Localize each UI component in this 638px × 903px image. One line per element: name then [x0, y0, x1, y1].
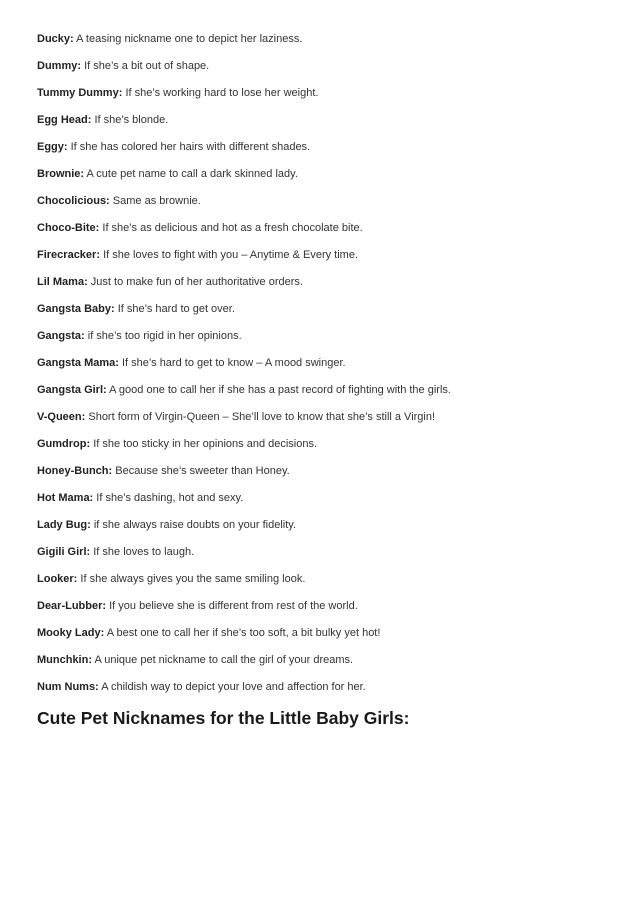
nickname-description: If you believe she is different from rest of the world.: [109, 600, 358, 612]
nickname-term: Looker:: [37, 573, 78, 585]
nickname-term: Gangsta Baby:: [37, 303, 115, 315]
nickname-entry: [37, 111, 607, 138]
nickname-description: If she too sticky in her opinions and decisions.: [93, 438, 318, 450]
nickname-term: Egg Head:: [37, 114, 92, 126]
nickname-entry: [37, 354, 607, 381]
nickname-description: If she’s as delicious and hot as a fresh chocolate bite.: [102, 222, 363, 234]
nickname-entry: [37, 327, 607, 354]
nickname-term: Ducky:: [37, 33, 74, 45]
nickname-term: Dear-Lubber:: [37, 600, 107, 612]
nickname-entry: [37, 192, 607, 219]
nickname-description: If she always gives you the same smiling look.: [80, 573, 306, 585]
nickname-entry: [37, 273, 607, 300]
nickname-entry: [37, 381, 607, 408]
nickname-description: A good one to call her if she has a past record of fighting with the girls.: [109, 384, 451, 396]
nickname-description: If she’s hard to get over.: [117, 303, 235, 315]
nickname-description: A best one to call her if she’s too soft, a bit bulky yet hot!: [106, 627, 381, 639]
nickname-description: Same as brownie.: [112, 195, 201, 207]
nickname-description: Just to make fun of her authoritative orders.: [90, 276, 303, 288]
nickname-description: If she’s hard to get to know – A mood swinger.: [121, 357, 346, 369]
nickname-entry: [37, 57, 607, 84]
nickname-description: If she’s dashing, hot and sexy.: [96, 492, 244, 504]
nickname-term: Dummy:: [37, 60, 82, 72]
nickname-term: Gangsta Mama:: [37, 357, 119, 369]
nickname-entry: [37, 462, 607, 489]
nickname-entry: [37, 543, 607, 570]
nickname-entry: [37, 300, 607, 327]
nickname-description: if she’s too rigid in her opinions.: [87, 330, 242, 342]
nickname-term: Hot Mama:: [37, 492, 94, 504]
nickname-description: A cute pet name to call a dark skinned lady.: [86, 168, 298, 180]
section-heading: Cute Pet Nicknames for the Little Baby Girls:: [37, 708, 410, 728]
nickname-entry: [37, 570, 607, 597]
nickname-entry: [37, 408, 607, 435]
nickname-entry: [37, 435, 607, 462]
nickname-description: If she has colored her hairs with different shades.: [70, 141, 311, 153]
nickname-description: If she loves to laugh.: [93, 546, 195, 558]
nickname-description: If she’s a bit out of shape.: [84, 60, 210, 72]
nickname-term: Munchkin:: [37, 654, 92, 666]
nickname-term: Firecracker:: [37, 249, 100, 261]
nickname-description: if she always raise doubts on your fidelity.: [93, 519, 297, 531]
nickname-list: [37, 30, 607, 705]
nickname-entry: [37, 84, 607, 111]
nickname-term: Choco-Bite:: [37, 222, 100, 234]
nickname-entry: [37, 597, 607, 624]
nickname-description: A childish way to depict your love and affection for her.: [101, 681, 366, 693]
nickname-term: Gigili Girl:: [37, 546, 91, 558]
nickname-entry: [37, 30, 607, 57]
nickname-description: Short form of Virgin-Queen – She’ll love to know that she’s still a Virgin!: [88, 411, 436, 423]
nickname-entry: [37, 678, 607, 705]
nickname-term: Gumdrop:: [37, 438, 91, 450]
nickname-entry: [37, 624, 607, 651]
nickname-term: Gangsta:: [37, 330, 85, 342]
nickname-description: If she’s blonde.: [94, 114, 169, 126]
nickname-entry: [37, 489, 607, 516]
nickname-term: Mooky Lady:: [37, 627, 105, 639]
nickname-term: Gangsta Girl:: [37, 384, 107, 396]
nickname-term: Brownie:: [37, 168, 85, 180]
nickname-term: Num Nums:: [37, 681, 99, 693]
nickname-description: If she loves to fight with you – Anytime & Every time.: [103, 249, 359, 261]
nickname-term: Chocolicious:: [37, 195, 110, 207]
nickname-term: Lady Bug:: [37, 519, 91, 531]
nickname-term: Tummy Dummy:: [37, 87, 123, 99]
nickname-term: V-Queen:: [37, 411, 86, 423]
nickname-entry: [37, 651, 607, 678]
nickname-term: Lil Mama:: [37, 276, 88, 288]
nickname-term: Eggy:: [37, 141, 68, 153]
nickname-term: Honey-Bunch:: [37, 465, 113, 477]
nickname-description: If she’s working hard to lose her weight.: [125, 87, 319, 99]
nickname-entry: [37, 246, 607, 273]
nickname-description: Because she’s sweeter than Honey.: [115, 465, 290, 477]
nickname-entry: [37, 165, 607, 192]
nickname-description: A teasing nickname one to depict her laziness.: [76, 33, 303, 45]
nickname-entry: [37, 219, 607, 246]
nickname-entry: [37, 138, 607, 165]
nickname-description: A unique pet nickname to call the girl of your dreams.: [94, 654, 354, 666]
nickname-entry: [37, 516, 607, 543]
